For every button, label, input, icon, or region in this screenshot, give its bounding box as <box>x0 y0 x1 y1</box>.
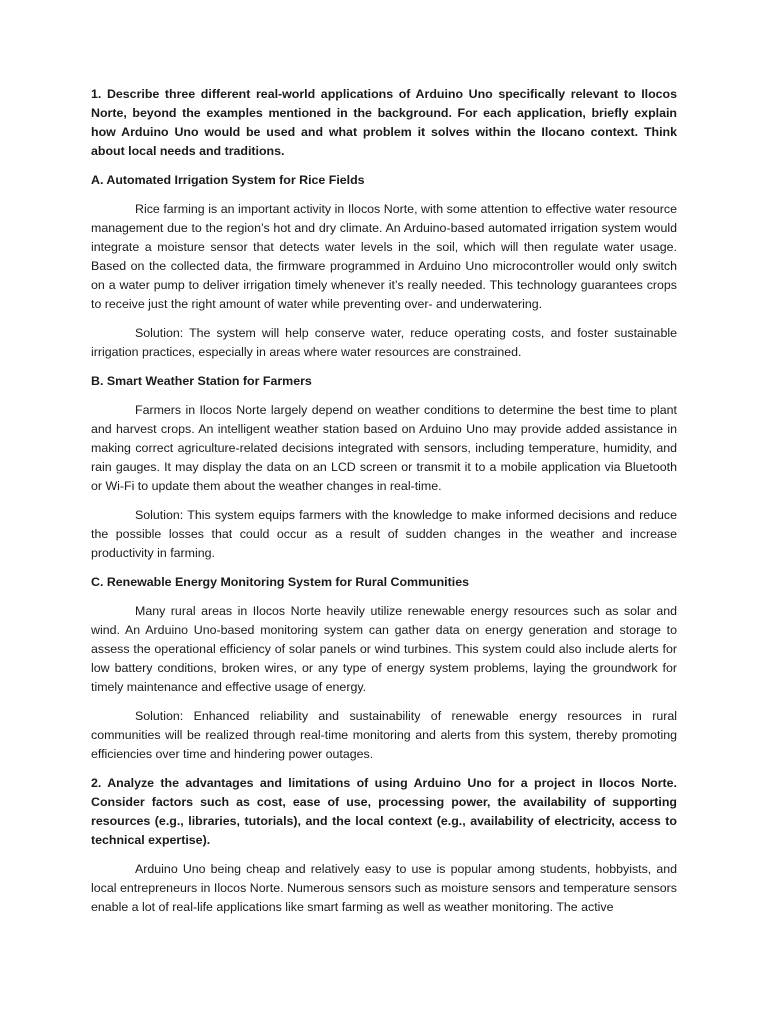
section-c-body: Many rural areas in Ilocos Norte heavily utilize renewable energy resources such as solar and wind. An Arduino Uno-based monitoring system can gather data on energy generation and storage to assess the operational efficiency of solar panels or wind turbines. This system could also include alerts for low battery conditions, broken wires, or any type of energy system problems, laying the groundwork for timely maintenance and effective usage of energy. <box>91 604 677 694</box>
section-a-solution: Solution: The system will help conserve water, reduce operating costs, and foster sustainable irrigation practices, especially in areas where water resources are constrained. <box>91 326 677 359</box>
section-b-body: Farmers in Ilocos Norte largely depend on weather conditions to determine the best time to plant and harvest crops. An intelligent weather station based on Arduino Uno may provide added assistance in making correct agriculture-related decisions integrated with sensors, including temperature, humidity, and rain gauges. It may display the data on an LCD screen or transmit it to a mobile application via Bluetooth or Wi-Fi to update them about the weather changes in real-time. <box>91 403 677 493</box>
section-b-heading: B. Smart Weather Station for Farmers <box>91 374 312 388</box>
section-c-heading: C. Renewable Energy Monitoring System for Rural Communities <box>91 575 469 589</box>
question-1: 1. Describe three different real-world applications of Arduino Uno specifically relevant to Ilocos Norte, beyond the examples mentioned in the background. For each application, briefly explain how Arduino Uno would be used and what problem it solves within the Ilocano context. Think about local needs and traditions. <box>91 87 677 158</box>
section-a-heading: A. Automated Irrigation System for Rice Fields <box>91 173 365 187</box>
section-a-body: Rice farming is an important activity in Ilocos Norte, with some attention to effective water resource management due to the region’s hot and dry climate. An Arduino-based automated irrigation system would integrate a moisture sensor that detects water levels in the soil, which will then regulate water usage. Based on the collected data, the firmware programmed in Arduino Uno microcontroller would only switch on a water pump to deliver irrigation timely whenever it’s really needed. This technology guarantees crops to receive just the right amount of water while preventing over- and underwatering. <box>91 202 677 311</box>
question-2: 2. Analyze the advantages and limitations of using Arduino Uno for a project in Ilocos Norte. Consider factors such as cost, ease of use, processing power, the availability of supporting resources (e.g., libraries, tutorials), and the local context (e.g., availability of electricity, access to technical expertise). <box>91 776 677 847</box>
section-b-solution: Solution: This system equips farmers with the knowledge to make informed decisions and reduce the possible losses that could occur as a result of sudden changes in the weather and increase productivity in farming. <box>91 508 677 560</box>
section-c-solution: Solution: Enhanced reliability and sustainability of renewable energy resources in rural communities will be realized through real-time monitoring and alerts from this system, thereby promoting efficiencies over time and hindering power outages. <box>91 709 677 761</box>
question-2-answer: Arduino Uno being cheap and relatively easy to use is popular among students, hobbyists, and local entrepreneurs in Ilocos Norte. Numerous sensors such as moisture sensors and temperature sensors enable a lot of real-life applications like smart farming as well as weather monitoring. The active <box>91 862 677 914</box>
document-page <box>91 85 677 927</box>
